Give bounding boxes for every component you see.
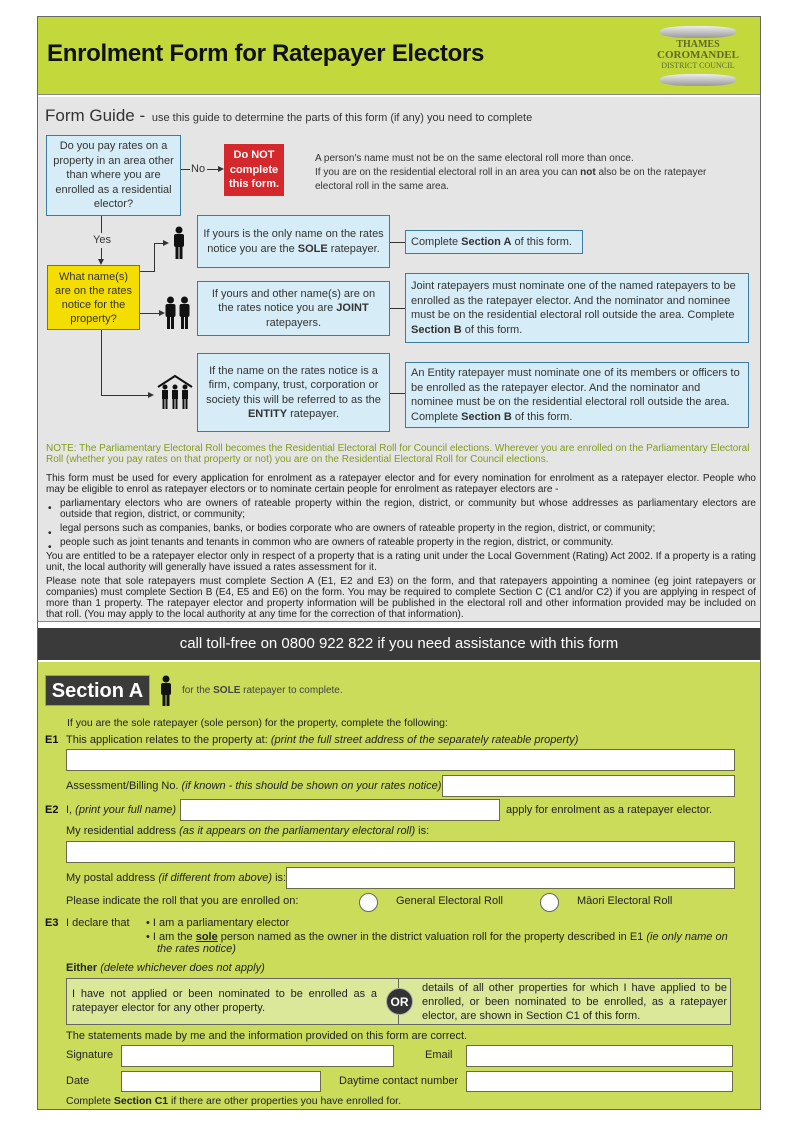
apply-text: apply for enrolment as a ratepayer elector. bbox=[506, 804, 713, 816]
entity-result-box: An Entity ratepayer must nominate one of its members or officers to be enrolled as the ratepayer elector. And the nominator and nominee must be on the residential electoral roll outside the area. Complete Section B of this form. bbox=[405, 362, 749, 428]
signature-label: Signature bbox=[66, 1049, 114, 1061]
roll-label: Please indicate the roll that you are enrolled on: bbox=[66, 895, 299, 907]
bullet-item: • parliamentary electors who are owners of rateable property within the region, district, or community but whose addresses as parliamentary electors are outside that region, district, or community; bbox=[46, 498, 756, 520]
e2-number: E2 bbox=[45, 804, 59, 816]
declaration-bullet-1: • I am a parliamentary elector bbox=[146, 917, 290, 929]
form-guide-title bbox=[45, 106, 532, 126]
property-address-input[interactable] bbox=[66, 749, 735, 771]
full-name-label: I, (print your full name) bbox=[66, 804, 177, 816]
assessment-number-input[interactable] bbox=[442, 775, 735, 797]
paragraph: Please note that sole ratepayers must complete Section A (E1, E2 and E3) on the form, and that ratepayers appointing a nominee (eg joint ratepayers or companies) must complete Section B (E4, E5 and E6) on the form. You may be required to complete Section C (C1 and/or C2) if you are applying in respect of more than 1 property. The ratepayer elector and property information will be published in the electoral roll and other information provided may be included on that roll. (You may apply to the local authority at any time for the correction of that information). bbox=[46, 576, 756, 620]
option-not-applied: I have not applied or been nominated to be enrolled as a ratepayer elector for any other property. bbox=[72, 988, 377, 1014]
do-not-complete-box: Do NOT complete this form. bbox=[224, 144, 284, 196]
guide-subtitle: use this guide to determine the parts of this form (if any) you need to complete bbox=[151, 112, 533, 124]
email-label: Email bbox=[425, 1049, 453, 1061]
entity-building-icon bbox=[156, 374, 194, 410]
bullet-item: • people such as joint tenants and tenants in common who are owners of rateable property in the region, district, or community. bbox=[46, 537, 756, 548]
sole-person-icon bbox=[159, 675, 173, 707]
sole-ratepayer-box: If yours is the only name on the rates notice you are the SOLE ratepayer. bbox=[197, 215, 390, 268]
sole-result-box: Complete Section A of this form. bbox=[405, 230, 583, 254]
phone-input[interactable] bbox=[466, 1071, 733, 1092]
parliamentary-roll-note: NOTE: The Parliamentary Electoral Roll becomes the Residential Electoral Roll for Council elections. Wherever you are enrolled on the Parliamentary Electoral Roll (whether you pay rates on that property or not) you are on the Residential Electoral Roll for Council elections. bbox=[46, 443, 750, 465]
question-names: What name(s) are on the rates notice for the property? bbox=[54, 270, 133, 325]
logo-text-3: DISTRICT COUNCIL bbox=[661, 61, 735, 70]
toll-free-banner: call toll-free on 0800 922 822 if you need assistance with this form bbox=[38, 628, 760, 660]
full-name-input[interactable] bbox=[180, 799, 500, 821]
note-line-2: If you are on the residential electoral roll in an area you can not also be on the ratepayer electoral roll in the same area. bbox=[315, 167, 707, 192]
page-title: Enrolment Form for Ratepayer Electors bbox=[47, 40, 485, 67]
maori-roll-label: Māori Electoral Roll bbox=[577, 895, 673, 907]
section-a-subtitle: for the SOLE ratepayer to complete. bbox=[182, 685, 343, 696]
statement-text: The statements made by me and the information provided on this form are correct. bbox=[66, 1030, 468, 1042]
e1-label: This application relates to the property at: (print the full street address of the separately rateable property) bbox=[66, 734, 579, 746]
option-other-properties: details of all other properties for which I have applied to be enrolled, or been nominated to be enrolled, as a ratepayer elector, are shown in Section C1 of this form. bbox=[422, 982, 727, 1022]
question-names-box bbox=[47, 265, 140, 330]
sole-person-icon bbox=[172, 226, 186, 260]
duplicate-roll-note bbox=[315, 152, 745, 194]
assessment-label: Assessment/Billing No. (if known - this should be shown on your rates notice) bbox=[66, 780, 442, 792]
yes-label: Yes bbox=[93, 234, 111, 246]
logo-text-2: COROMANDEL bbox=[657, 49, 739, 61]
guide-heading: Form Guide - bbox=[45, 106, 146, 125]
note-line-1: A person's name must not be on the same electoral roll more than once. bbox=[315, 153, 634, 164]
maori-roll-radio[interactable] bbox=[540, 893, 559, 912]
paragraph: This form must be used for every application for enrolment as a ratepayer elector and for every nomination for enrolment as a ratepayer elector. People who may be eligible to enrol as ratepayer electors or to nominate certain people for enrolment as ratepayer electors are - bbox=[46, 473, 756, 495]
postal-address-input[interactable] bbox=[286, 867, 735, 889]
logo-text-1: THAMES bbox=[676, 39, 720, 50]
paragraph: You are entitled to be a ratepayer elector only in respect of a property that is a rating unit under the Local Government (Rating) Act 2002. If a property is a rating unit, the local authority will generally have issued a rates assessment for it. bbox=[46, 551, 756, 573]
section-a-title: Section A bbox=[45, 675, 150, 706]
e3-number: E3 bbox=[45, 917, 59, 929]
general-roll-radio[interactable] bbox=[359, 893, 378, 912]
email-input[interactable] bbox=[466, 1045, 733, 1067]
section-c1-footer: Complete Section C1 if there are other properties you have enrolled for. bbox=[66, 1095, 402, 1107]
date-input[interactable] bbox=[121, 1071, 321, 1092]
signature-input[interactable] bbox=[121, 1045, 394, 1067]
or-badge: OR bbox=[386, 988, 413, 1015]
entity-ratepayer-box: If the name on the rates notice is a firm, company, trust, corporation or society this will be referred to as the ENTITY ratepayer. bbox=[197, 353, 390, 432]
section-a-intro: If you are the sole ratepayer (sole person) for the property, complete the following: bbox=[67, 717, 448, 729]
declare-label: I declare that bbox=[66, 917, 130, 929]
postal-address-label: My postal address (if different from above) is: bbox=[66, 872, 287, 884]
bullet-item: • legal persons such as companies, banks, or bodies corporate who are owners of rateable property in the region, district, or community; bbox=[46, 523, 756, 534]
joint-result-box: Joint ratepayers must nominate one of the named ratepayers to be enrolled as the ratepayer elector. And the nominator and nominee must be on the residential electoral roll outside the area. Complete Section B of this form. bbox=[405, 273, 749, 343]
e1-number: E1 bbox=[45, 734, 59, 746]
question-pay-rates: Do you pay rates on a property in an area other than where you are enrolled as a residential elector? bbox=[53, 140, 174, 211]
question-pay-rates-box bbox=[46, 135, 181, 216]
date-label: Date bbox=[66, 1075, 90, 1087]
no-label: No bbox=[191, 163, 206, 175]
either-label: Either (delete whichever does not apply) bbox=[66, 962, 265, 974]
joint-ratepayer-box: If yours and other name(s) are on the rates notice you are JOINT ratepayers. bbox=[197, 281, 390, 336]
declaration-bullet-2-cont: the rates notice) bbox=[157, 943, 236, 955]
phone-label: Daytime contact number bbox=[339, 1075, 459, 1087]
council-logo bbox=[652, 24, 744, 88]
eligibility-text bbox=[46, 473, 756, 623]
general-roll-label: General Electoral Roll bbox=[396, 895, 503, 907]
joint-people-icon bbox=[164, 296, 192, 330]
declaration-bullet-2: • I am the sole person named as the owner in the district valuation roll for the property described in E1 (ie only name on bbox=[146, 931, 728, 943]
residential-address-label: My residential address (as it appears on the parliamentary electoral roll) is: bbox=[66, 825, 430, 837]
residential-address-input[interactable] bbox=[66, 841, 735, 863]
